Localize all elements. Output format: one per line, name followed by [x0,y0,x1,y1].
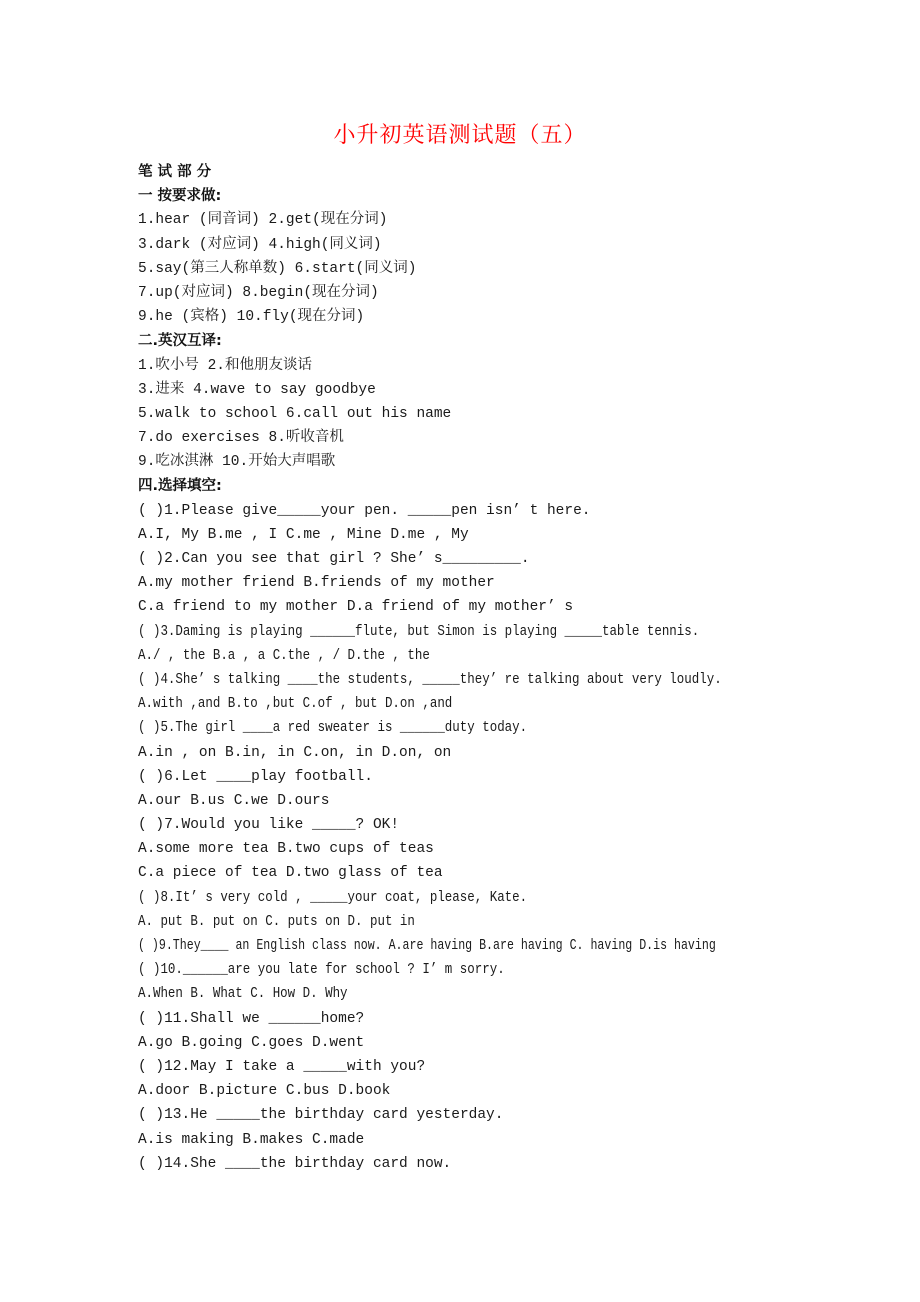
options-line [138,571,838,595]
options-line [138,692,838,716]
section2-line: 1.吹小号 2.和他朋友谈话 [138,357,313,374]
options-text: A.our B.us C.we D.ours [138,792,330,809]
question-line [138,1103,838,1127]
options-line [138,789,838,813]
options-text: A.When B. What C. How D. Why [138,986,348,1003]
options-text: A./ , the B.a , a C.the , / D.the , the [138,647,430,664]
question-line [138,934,838,958]
question-line [138,1055,838,1079]
options-text: C.a piece of tea D.two glass of tea [138,865,443,882]
section-written-heading: 笔 试 部 分 [138,164,212,180]
options-line [138,644,838,668]
question-text: ( )12.May I take a _____with you? [138,1058,426,1075]
options-text: A.with ,and B.to ,but C.of , but D.on ,and [138,696,453,713]
question-line [138,886,838,910]
section1-line: 9.he (宾格) 10.fly(现在分词) [138,309,365,326]
options-text: A.my mother friend B.friends of my mother [138,575,495,592]
section2-line: 9.吃冰淇淋 10.开始大声唱歌 [138,454,336,471]
question-line [138,499,838,523]
question-line [138,1152,838,1176]
section1-line: 7.up(对应词) 8.begin(现在分词) [138,284,379,301]
options-line [138,861,838,885]
options-line [138,1128,838,1152]
section1-heading: 一 按要求做: [138,188,222,205]
section1-line: 5.say(第三人称单数) 6.start(同义词) [138,260,417,277]
options-line [138,837,838,861]
question-line [138,547,838,571]
section2-heading: 二.英汉互译: [138,333,222,350]
options-line [138,741,838,765]
section1-line: 3.dark (对应词) 4.high(同义词) [138,236,382,253]
section2-line: 5.walk to school 6.call out his name [138,405,452,422]
question-text: ( )8.It’ s very cold , _____your coat, please, Kate. [138,889,528,906]
question-line [138,765,838,789]
options-line [138,982,838,1006]
options-text: A.in , on B.in, in C.on, in D.on, on [138,744,452,761]
section4-heading: 四.选择填空: [138,478,222,495]
question-line [138,620,838,644]
question-line [138,716,838,740]
question-line [138,813,838,837]
question-text: ( )7.Would you like _____? OK! [138,817,400,834]
options-line [138,595,838,619]
question-text: ( )9.They____ an English class now. A.are having B.are having C. having D.is having [138,938,716,954]
options-line [138,1079,838,1103]
question-text: ( )6.Let ____play football. [138,768,373,785]
section2-line: 3.进来 4.wave to say goodbye [138,381,376,398]
options-line [138,1031,838,1055]
question-text: ( )10.______are you late for school ? I’ m sorry. [138,962,505,979]
question-text: ( )13.He _____the birthday card yesterday. [138,1107,504,1124]
question-line [138,1007,838,1031]
question-line [138,668,838,692]
options-text: A.door B.picture C.bus D.book [138,1083,391,1100]
options-text: A.is making B.makes C.made [138,1131,365,1148]
question-line [138,958,838,982]
options-line [138,523,838,547]
options-text: C.a friend to my mother D.a friend of my mother’ s [138,599,574,616]
question-text: ( )2.Can you see that girl ? She’ s_________. [138,551,530,567]
options-line [138,910,838,934]
section2-line: 7.do exercises 8.听收音机 [138,430,344,447]
question-text: ( )4.She’ s talking ____the students, _____they’ re talking about very loudly. [138,671,722,688]
options-text: A. put B. put on C. puts on D. put in [138,913,415,930]
section1-line: 1.hear (同音词) 2.get(现在分词) [138,212,388,229]
question-text: ( )11.Shall we ______home? [138,1010,365,1027]
document-body [138,160,838,1176]
question-text: ( )5.The girl ____a red sweater is ______duty today. [138,720,528,737]
document-title: 小升初英语测试题（五） [333,123,587,148]
question-text: ( )3.Daming is playing ______flute, but Simon is playing _____table tennis. [138,623,700,640]
question-text: ( )1.Please give_____your pen. _____pen isn’ t here. [138,502,591,519]
options-text: A.some more tea B.two cups of teas [138,841,434,858]
options-text: A.I, My B.me , I C.me , Mine D.me , My [138,526,469,543]
options-text: A.go B.going C.goes D.went [138,1034,365,1051]
question-text: ( )14.She ____the birthday card now. [138,1155,452,1172]
